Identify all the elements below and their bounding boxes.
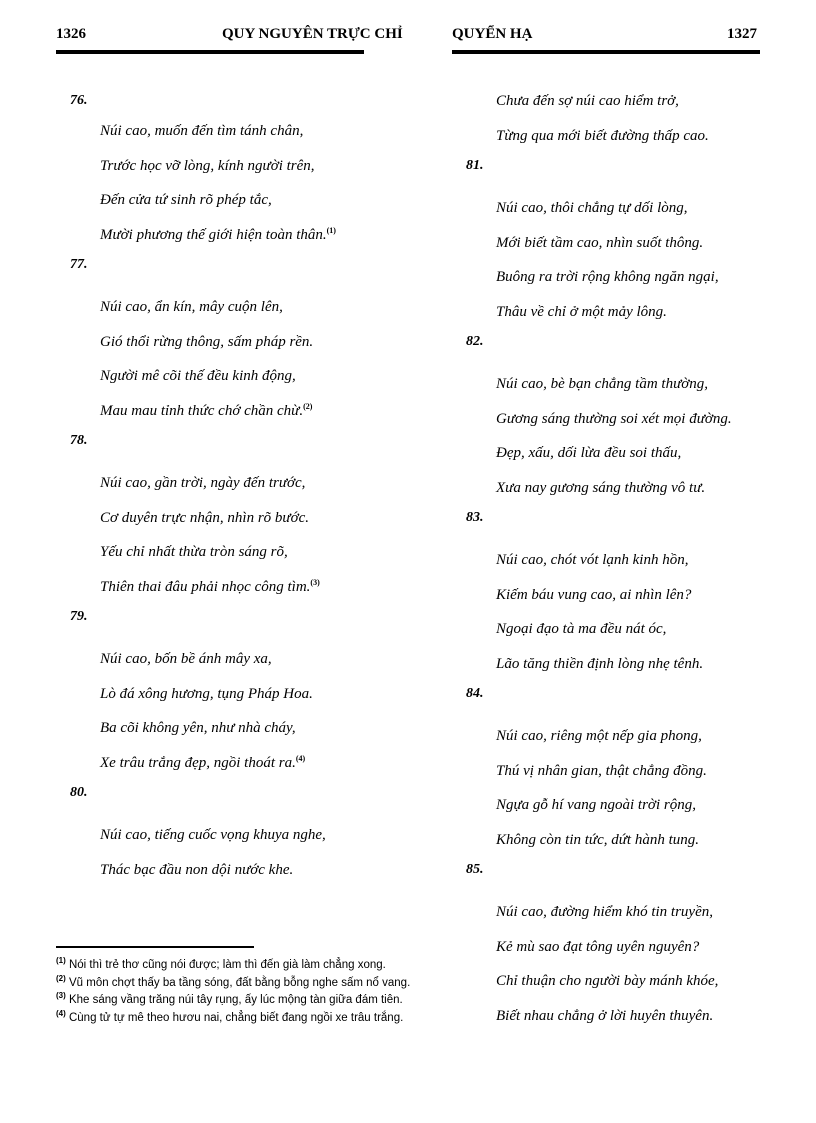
poem-82 [496, 367, 732, 505]
poem-number: 84. [466, 686, 484, 701]
footnote-ref: (4) [295, 753, 306, 763]
poem-line: Gương sáng thường soi xét mọi đường. [496, 410, 732, 427]
poem-number: 76. [70, 93, 88, 108]
poem-line: Xưa nay gương sáng thường vô tư. [496, 479, 706, 496]
footnote: $^{(2)}$ Vũ môn chợt thấy ba tầng sóng, đất bằng bỗng nghe sấm nổ vang. [56, 973, 411, 989]
poem-line: Người mê cõi thế đều kinh động, [100, 368, 296, 384]
poem-line: Buông ra trời rộng không ngăn ngại, [496, 269, 719, 285]
poem-80-continuation [496, 84, 732, 153]
poem-line: Thâu về chỉ ở một mảy lông. [496, 303, 667, 320]
poem-line: Mau mau tỉnh thức chớ chần chừ.$^{(2)}$ [100, 401, 313, 419]
poem-line: Không còn tin tức, dứt hành tung. [496, 831, 700, 848]
right-header-rule [452, 50, 760, 54]
poem-line: Ba cõi không yên, như nhà cháy, [100, 720, 296, 736]
poem-line: Kẻ mù sao đạt tông uyên nguyên? [496, 938, 700, 955]
poem-line: Núi cao, riêng một nếp gia phong, [496, 728, 702, 744]
poem-line: Lò đá xông hương, tụng Pháp Hoa. [100, 685, 313, 702]
left-header-rule [56, 50, 364, 54]
poem-line: Núi cao, thôi chẳng tự dối lòng, [496, 200, 688, 216]
footnote: $^{(1)}$ Nói thì trẻ thơ cũng nói được; làm thì đến già làm chẳng xong. [56, 956, 386, 971]
poem-line: Thác bạc đầu non dội nước khe. [100, 861, 294, 878]
footnote-ref: (1) [326, 225, 336, 235]
poem-line: Núi cao, bè bạn chẳng tầm thường, [496, 376, 708, 392]
poem-line: Thiên thai đâu phải nhọc công tìm.$^{(3)}$ [100, 577, 320, 595]
poem-line: Đẹp, xấu, dối lừa đều soi thấu, [496, 445, 682, 461]
left-column [70, 92, 336, 887]
poem-line: Chỉ thuận cho người bày mánh khóe, [496, 973, 719, 989]
poem-number: 83. [466, 510, 484, 525]
footnote: $^{(4)}$ Cùng tử tự mê theo hươu nai, chẳng biết đang ngồi xe trâu trắng. [56, 1008, 404, 1024]
poem-line: Yếu chỉ nhất thừa tròn sáng rõ, [100, 544, 288, 560]
poem-line: Chưa đến sợ núi cao hiểm trở, [496, 93, 679, 109]
poem-line: Mười phương thế giới hiện toàn thân.$^{(1)}$ [100, 225, 336, 243]
poem-77 [100, 290, 336, 428]
right-running-title: QUYỂN HẠ [452, 26, 533, 42]
poem-line: Núi cao, ẩn kín, mây cuộn lên, [100, 299, 283, 315]
poem-78 [100, 466, 336, 604]
poem-line: Mới biết tầm cao, nhìn suốt thông. [496, 234, 704, 251]
poem-line: Gió thổi rừng thông, sấm pháp rền. [100, 333, 314, 350]
poem-line: Ngựa gỗ hí vang ngoài trời rộng, [496, 797, 696, 813]
poem-line: Trước học vỡ lòng, kính người trên, [100, 157, 315, 174]
poem-line: Núi cao, đường hiểm khó tin truyền, [496, 904, 713, 920]
poem-line: Núi cao, chót vót lạnh kinh hồn, [496, 552, 689, 568]
poem-76 [100, 114, 336, 252]
poem-84 [496, 719, 732, 857]
poem-number: 81. [466, 158, 484, 173]
left-running-title: QUY NGUYÊN TRỰC CHỈ [222, 26, 403, 42]
poem-number: 85. [466, 862, 484, 877]
footnote: $^{(3)}$ Khe sáng vầng trăng núi tây rụng, ấy lúc mộng tàn giữa đám tiên. [56, 991, 403, 1006]
poem-line: Từng qua mới biết đường thấp cao. [496, 127, 709, 144]
poem-line: Kiếm báu vung cao, ai nhìn lên? [496, 586, 692, 603]
left-page-number: 1326 [56, 26, 86, 42]
poem-number: 79. [70, 609, 88, 624]
poem-85 [496, 895, 732, 1033]
poem-line: Núi cao, tiếng cuốc vọng khuya nghe, [100, 827, 326, 843]
poem-number: 82. [466, 334, 484, 349]
poem-line: Xe trâu trắng đẹp, ngồi thoát ra.$^{(4)}$ [100, 753, 306, 771]
footnotes [56, 957, 410, 1027]
poem-line: Cơ duyên trực nhận, nhìn rõ bước. [100, 509, 310, 526]
poem-81 [496, 191, 732, 329]
poem-line: Ngoại đạo tà ma đều nát óc, [496, 621, 667, 637]
poem-number: 78. [70, 433, 88, 448]
footnote-ref: (2) [303, 401, 313, 411]
poem-number: 77. [70, 257, 88, 272]
poem-line: Biết nhau chẳng ở lời huyên thuyên. [496, 1007, 714, 1024]
poem-83 [496, 543, 732, 681]
poem-line: Núi cao, gần trời, ngày đến trước, [100, 475, 306, 491]
poem-79 [100, 642, 336, 780]
poem-line: Núi cao, muốn đến tìm tánh chân, [100, 123, 304, 139]
poem-line: Núi cao, bốn bề ánh mây xa, [100, 651, 272, 667]
poem-number: 80. [70, 785, 88, 800]
footnote-ref: (3) [310, 577, 320, 587]
right-page-number: 1327 [727, 26, 757, 42]
footnote-rule [56, 946, 254, 948]
poem-line: Thú vị nhân gian, thật chẳng đồng. [496, 762, 707, 779]
poem-line: Lão tăng thiền định lòng nhẹ tênh. [496, 655, 704, 672]
poem-80 [100, 818, 336, 887]
poem-line: Đến cửa tứ sinh rõ phép tắc, [100, 192, 272, 208]
right-column [466, 84, 732, 1033]
